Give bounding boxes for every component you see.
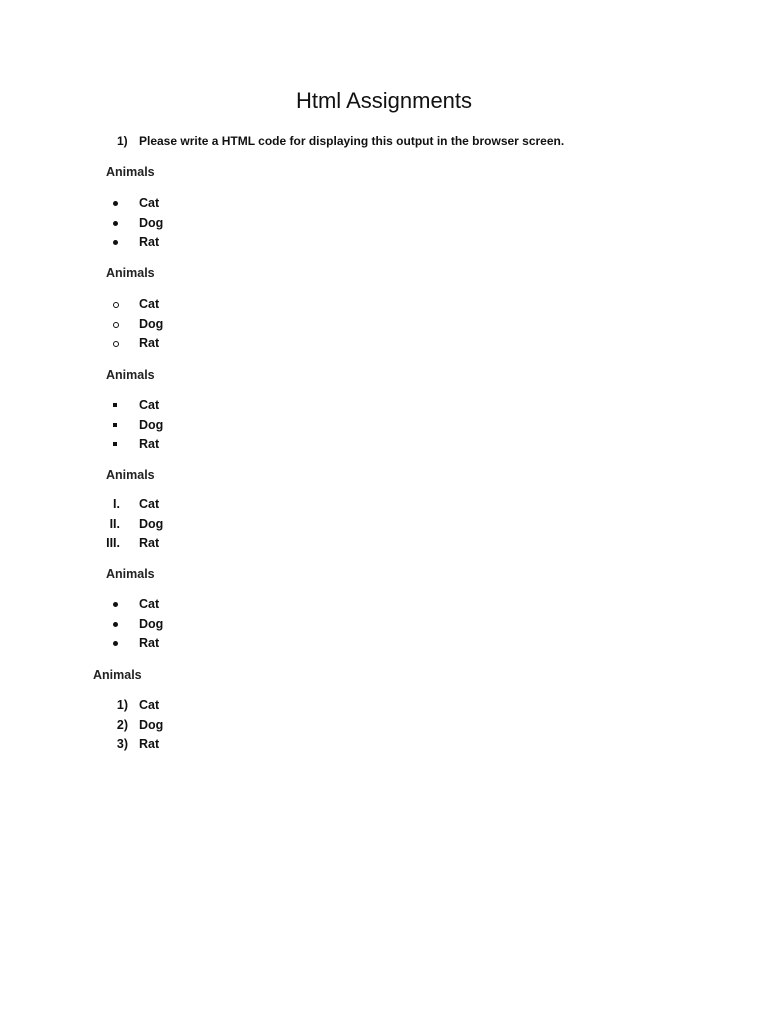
- list-marker: 3): [116, 737, 128, 751]
- question-text: Please write a HTML code for displaying this output in the browser screen.: [139, 134, 565, 148]
- list-item-label: Rat: [139, 336, 160, 350]
- list-item-label: Dog: [139, 316, 164, 331]
- section-heading: Animals: [106, 266, 155, 280]
- list-marker: II.: [109, 516, 120, 531]
- list-item-label: Rat: [139, 536, 160, 550]
- list-marker: 2): [116, 717, 128, 732]
- section-heading: Animals: [106, 368, 155, 382]
- list-item-label: Cat: [139, 698, 160, 712]
- list-item-label: Rat: [139, 737, 160, 751]
- section-heading: Animals: [106, 468, 155, 482]
- list-marker: 1): [116, 698, 128, 712]
- list-marker: III.: [106, 536, 120, 550]
- list-item-label: Dog: [139, 417, 164, 432]
- list-item-label: Cat: [139, 398, 160, 412]
- list-item-label: Dog: [139, 616, 164, 631]
- section-heading: Animals: [106, 165, 155, 179]
- list-item-label: Dog: [139, 215, 164, 230]
- section-heading: Animals: [106, 567, 155, 581]
- page-title: Html Assignments: [295, 88, 473, 113]
- list-item-label: Cat: [139, 597, 160, 611]
- list-item-label: Rat: [139, 235, 160, 249]
- list-item-label: Rat: [139, 437, 160, 451]
- question-number: 1): [117, 134, 128, 148]
- list-marker: I.: [113, 497, 120, 511]
- list-item-label: Cat: [139, 497, 160, 511]
- list-item-label: Cat: [139, 297, 160, 311]
- list-item-label: Cat: [139, 196, 160, 210]
- section-heading: Animals: [93, 668, 142, 682]
- list-item-label: Dog: [139, 717, 164, 732]
- list-item-label: Rat: [139, 636, 160, 650]
- question-line: [117, 134, 564, 148]
- list-item-label: Dog: [139, 516, 164, 531]
